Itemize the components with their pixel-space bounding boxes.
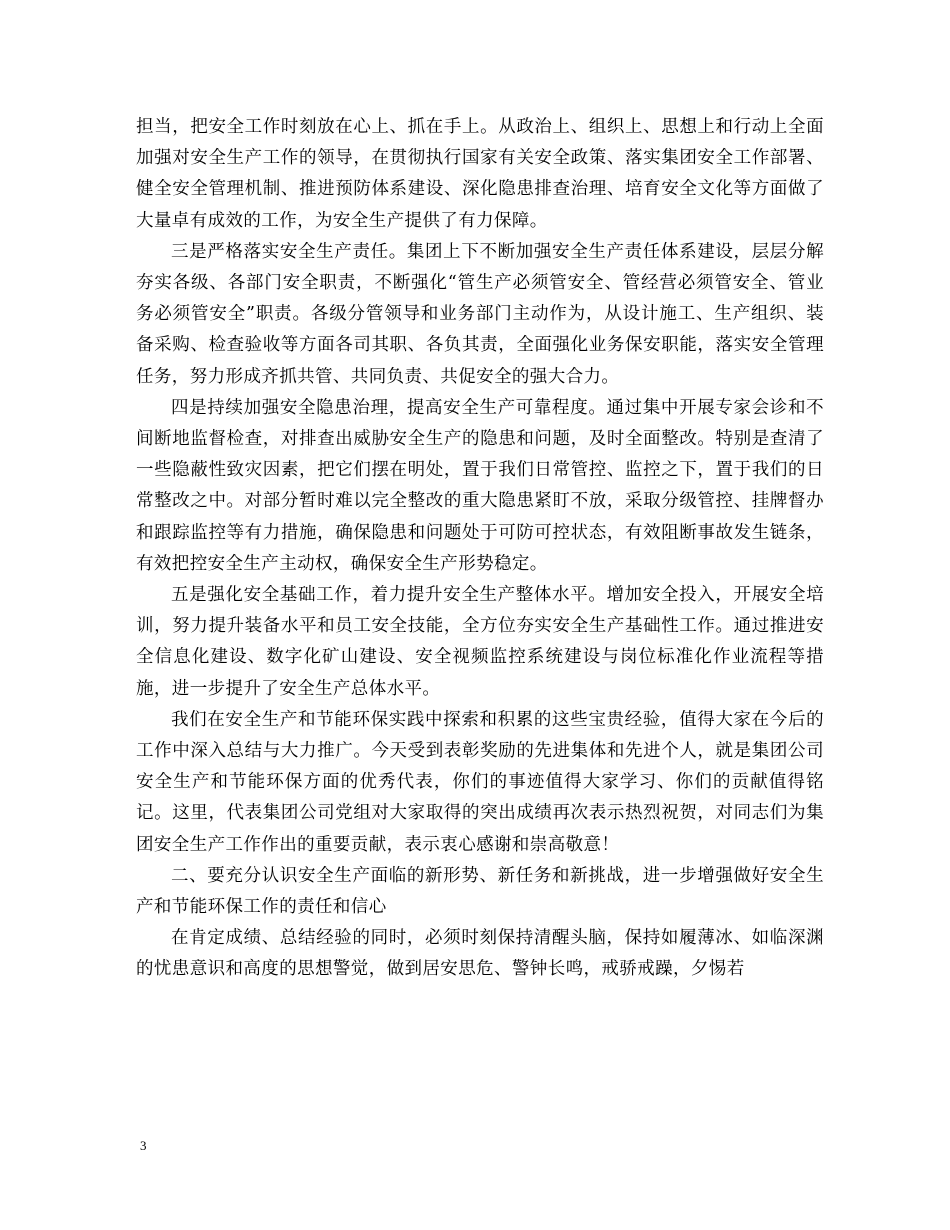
page-number: 3 xyxy=(140,1138,147,1153)
paragraph-vigilance: 在肯定成绩、总结经验的同时，必须时刻保持清醒头脑，保持如履薄冰、如临深渊的忧患意识和高度的思想警觉，做到居安思危、警钟长鸣，戒骄戒躁，夕惕若 xyxy=(136,928,824,980)
paragraph-continuation: 担当，把安全工作时刻放在心上、抓在手上。从政治上、组织上、思想上和行动上全面加强对安全生产工作的领导，在贯彻执行国家有关安全政策、落实集团安全工作部署、健全安全管理机制、推进预防体系建设、深化隐患排查治理、培育安全文化等方面做了大量卓有成效的工作，为安全生产提供了有力保障。 xyxy=(136,117,824,231)
paragraph-responsibility: 三是严格落实安全生产责任。集团上下不断加强安全生产责任体系建设，层层分解夯实各级、各部门安全职责，不断强化“管生产必须管安全、管经营必须管安全、管业务必须管安全”职责。各级分管领导和业务部门主动作为，从设计施工、生产组织、装备采购、检查验收等方面各司其职、各负其责，全面强化业务保安职能，落实安全管理任务，努力形成齐抓共管、共同负责、共促安全的强大合力。 xyxy=(136,241,824,387)
section-heading-two: 二、要充分认识安全生产面临的新形势、新任务和新挑战，进一步增强做好安全生产和节能环保工作的责任和信心 xyxy=(136,865,824,918)
paragraph-safety-foundation: 五是强化安全基础工作，着力提升安全生产整体水平。增加安全投入，开展安全培训，努力提升装备水平和员工安全技能，全方位夯实安全生产基础性工作。通过推进安全信息化建设、数字化矿山建设、安全视频监控系统建设与岗位标准化作业流程等措施，进一步提升了安全生产总体水平。 xyxy=(136,585,824,699)
body-text xyxy=(136,112,824,986)
paragraph-experience: 我们在安全生产和节能环保实践中探索和积累的这些宝贵经验，值得大家在今后的工作中深入总结与大力推广。今天受到表彰奖励的先进集体和先进个人，就是集团公司安全生产和节能环保方面的优秀代表，你们的事迹值得大家学习、你们的贡献值得铭记。这里，代表集团公司党组对大家取得的突出成绩再次表示热烈祝贺，对同志们为集团安全生产工作作出的重要贡献，表示衷心感谢和崇高敬意！ xyxy=(136,709,824,855)
paragraph-hazard-governance: 四是持续加强安全隐患治理，提高安全生产可靠程度。通过集中开展专家会诊和不间断地监督检查，对排查出威胁安全生产的隐患和问题，及时全面整改。特别是查清了一些隐蔽性致灾因素，把它们摆在明处，置于我们日常管控、监控之下，置于我们的日常整改之中。对部分暂时难以完全整改的重大隐患紧盯不放，采取分级管控、挂牌督办和跟踪监控等有力措施，确保隐患和问题处于可防可控状态，有效阻断事故发生链条，有效把控安全生产主动权，确保安全生产形势稳定。 xyxy=(136,397,824,574)
